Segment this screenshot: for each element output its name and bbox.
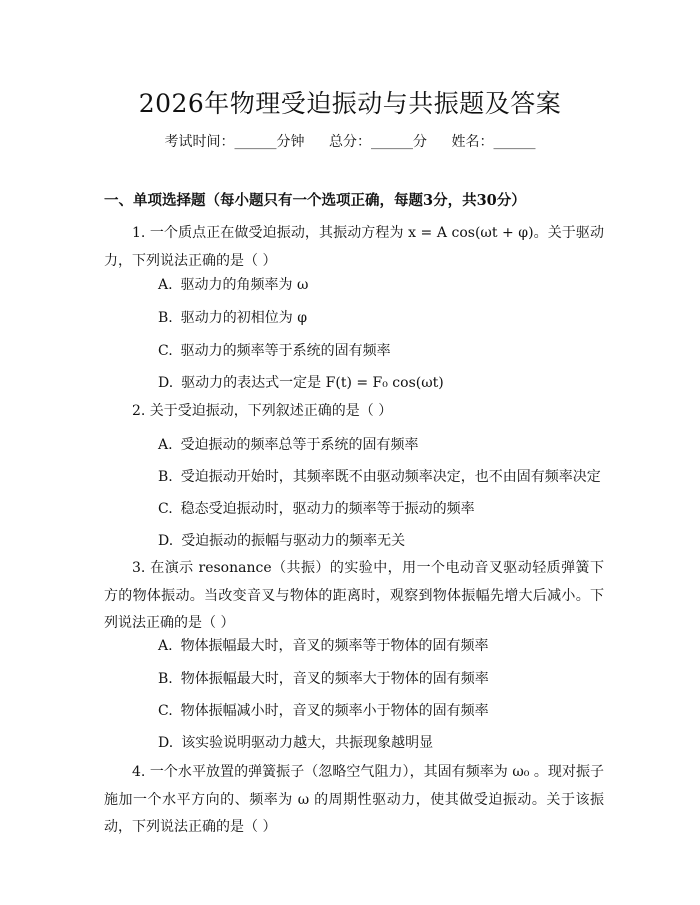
question-1-option-b	[158, 308, 307, 328]
question-1-option-c	[158, 341, 391, 361]
option-letter: C.	[158, 343, 173, 359]
option-letter: C.	[158, 501, 173, 517]
question-2-stem: 2. 关于受迫振动，下列叙述正确的是（ ）	[132, 403, 393, 419]
option-letter: D.	[158, 375, 174, 391]
option-text: 受迫振动开始时，其频率既不由驱动频率决定，也不由固有频率决定	[180, 469, 601, 485]
question-1-option-a	[158, 275, 308, 295]
option-text: 驱动力的频率等于系统的固有频率	[180, 343, 391, 359]
option-text: 稳态受迫振动时，驱动力的频率等于振动的频率	[180, 501, 475, 517]
option-letter: B.	[158, 469, 173, 485]
question-1-stem: 1. 一个质点正在做受迫振动，其振动方程为 x = A cos(ωt + φ)。关于驱动力，下列说法正确的是（ ）	[104, 225, 604, 269]
question-3-stem: 3. 在演示 resonance（共振）的实验中，用一个电动音叉驱动轻质弹簧下方的物体振动。当改变音叉与物体的距离时，观察到物体振幅先增大后减小。下列说法正确的是（ ）	[104, 560, 604, 631]
option-letter: D.	[158, 735, 174, 751]
option-letter: B.	[158, 671, 173, 687]
option-text: 物体振幅最大时，音叉的频率等于物体的固有频率	[180, 638, 489, 654]
option-text: 物体振幅减小时，音叉的频率小于物体的固有频率	[180, 703, 489, 719]
question-3-option-c	[158, 701, 489, 721]
option-text: 该实验说明驱动力越大，共振现象越明显	[181, 735, 434, 751]
option-letter: D.	[158, 533, 174, 549]
question-2-option-a	[158, 435, 419, 455]
option-text: 物体振幅最大时，音叉的频率大于物体的固有频率	[180, 671, 489, 687]
question-4-stem: 4. 一个水平放置的弹簧振子（忽略空气阻力），其固有频率为 ω₀ 。现对振子施加一个水平方向的、频率为 ω 的周期性驱动力，使其做受迫振动。关于该振动，下列说法正确的是（ ）	[104, 764, 604, 835]
section-heading: 一、单项选择题（每小题只有一个选项正确，每题3分，共30分）	[104, 192, 526, 209]
option-text: 受迫振动的振幅与驱动力的频率无关	[181, 533, 406, 549]
exam-info-line	[0, 131, 700, 151]
question-1-option-d	[158, 373, 444, 393]
option-text: 驱动力的初相位为 φ	[180, 310, 308, 326]
option-letter: A.	[158, 277, 173, 293]
option-letter: A.	[158, 437, 173, 453]
page-title: 2026年物理受迫振动与共振题及答案	[138, 89, 562, 118]
student-name-field: 姓名：______	[451, 134, 536, 150]
exam-time-field: 考试时间：______分钟	[164, 134, 305, 150]
option-text: 驱动力的角频率为 ω	[180, 277, 309, 293]
total-score-field: 总分：______分	[329, 134, 427, 150]
question-3-option-a	[158, 636, 489, 656]
option-letter: B.	[158, 310, 173, 326]
question-2-option-d	[158, 531, 405, 551]
option-text: 受迫振动的频率总等于系统的固有频率	[180, 437, 419, 453]
question-2-option-c	[158, 499, 475, 519]
question-2-option-b	[158, 467, 601, 487]
option-text: 驱动力的表达式一定是 F(t) = F₀ cos(ωt)	[181, 375, 444, 391]
question-3-option-b	[158, 669, 489, 689]
option-letter: C.	[158, 703, 173, 719]
option-letter: A.	[158, 638, 173, 654]
question-3-option-d	[158, 733, 433, 753]
